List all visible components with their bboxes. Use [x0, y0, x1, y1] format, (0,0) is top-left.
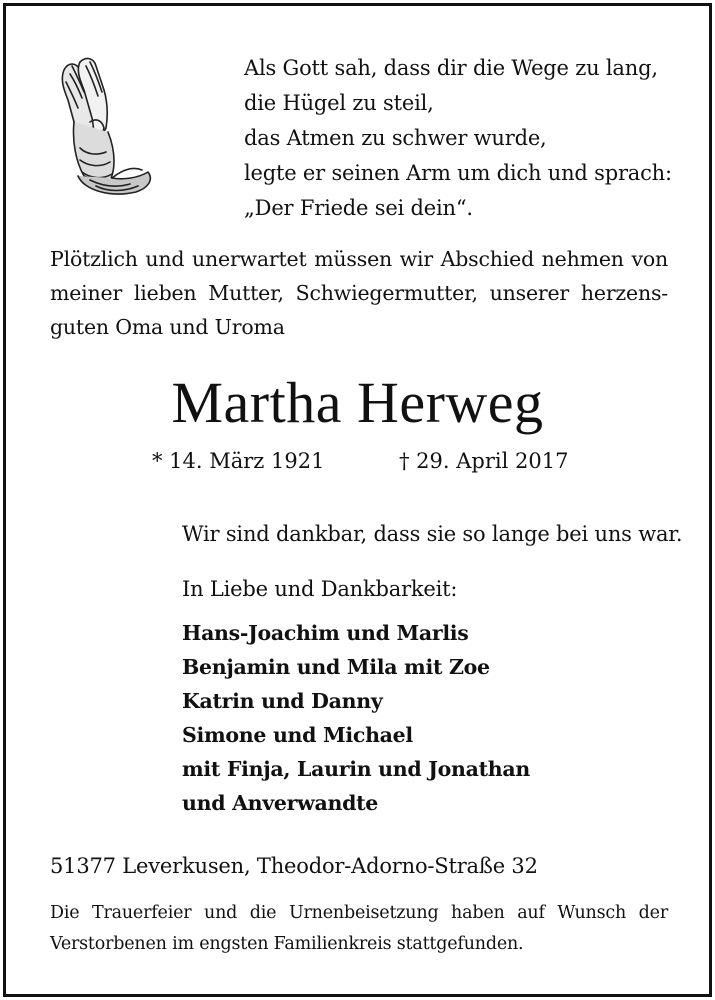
- mourner-item: Benjamin und Mila mit Zoe: [182, 655, 490, 679]
- intro-line: guten Oma und Uroma: [50, 315, 285, 339]
- mourners-list: [182, 616, 530, 820]
- poem-line: das Atmen zu schwer wurde,: [244, 126, 547, 150]
- thanks-line: Wir sind dankbar, dass sie so lange bei uns war.: [182, 522, 683, 546]
- birth-date: * 14. März 1921: [152, 449, 325, 473]
- deceased-name: Martha Herweg: [171, 370, 544, 435]
- poem: [244, 51, 704, 226]
- intro-text: [50, 242, 668, 344]
- mourner-item: Katrin und Danny: [182, 689, 383, 713]
- mourner-item: Hans-Joachim und Marlis: [182, 621, 469, 645]
- obituary-card: [3, 3, 712, 997]
- poem-line: legte er seinen Arm um dich und sprach:: [244, 161, 672, 185]
- funeral-notice: [50, 898, 668, 960]
- poem-line: die Hügel zu steil,: [244, 91, 434, 115]
- love-line: In Liebe und Dankbarkeit:: [182, 577, 458, 601]
- intro-line: meiner lieben Mutter, Schwiegermutter, unserer herzens-: [50, 281, 668, 305]
- poem-line: „Der Friede sei dein“.: [244, 196, 473, 220]
- notice-line: Die Trauerfeier und die Urnenbeisetzung haben auf Wunsch der: [50, 903, 668, 923]
- mourner-item: Simone und Michael: [182, 723, 413, 747]
- mourner-item: mit Finja, Laurin und Jonathan: [182, 757, 530, 781]
- poem-line: Als Gott sah, dass dir die Wege zu lang,: [244, 56, 658, 80]
- death-date: † 29. April 2017: [399, 449, 569, 473]
- praying-hands-icon: [50, 52, 160, 202]
- address: 51377 Leverkusen, Theodor-Adorno-Straße 32: [50, 854, 538, 878]
- intro-line: Plötzlich und unerwartet müssen wir Abschied nehmen von: [50, 247, 668, 271]
- notice-line: Verstorbenen im engsten Familienkreis stattgefunden.: [50, 934, 524, 954]
- mourner-item: und Anverwandte: [182, 791, 379, 815]
